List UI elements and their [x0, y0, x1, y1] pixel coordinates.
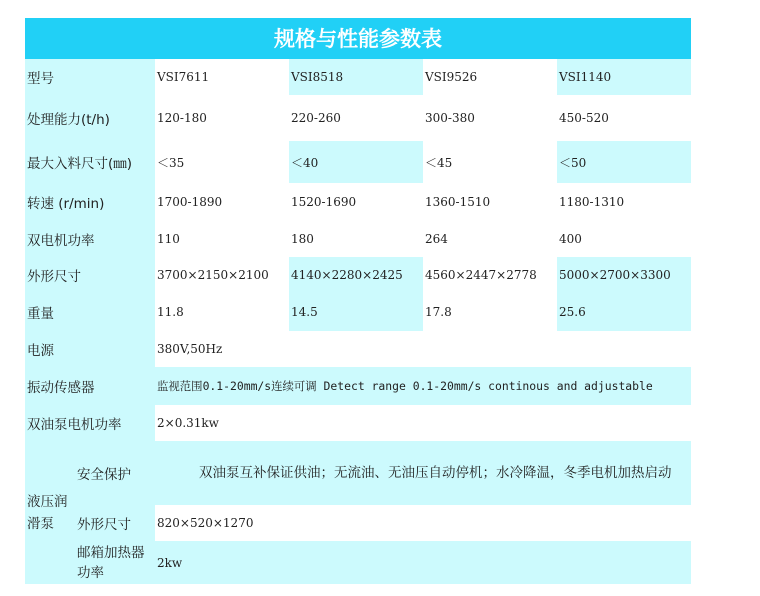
row-value: 300-380 — [423, 95, 557, 141]
size-value: 820×520×1270 — [155, 505, 691, 541]
row-value: 264 — [423, 221, 557, 257]
row-label: 双电机功率 — [25, 221, 155, 257]
row-value: 220-260 — [289, 95, 423, 141]
row-value: ＜40 — [289, 141, 423, 183]
heater-label: 邮箱加热器功率 — [73, 541, 155, 584]
row-value: 450-520 — [557, 95, 691, 141]
heater-value: 2kw — [155, 541, 691, 584]
row-value: 120-180 — [155, 95, 289, 141]
power-value: 380V,50Hz — [155, 331, 691, 367]
row-value: 1360-1510 — [423, 183, 557, 221]
row-value: 4560×2447×2778 — [423, 257, 557, 293]
row-label: 重量 — [25, 293, 155, 331]
row-value: 4140×2280×2425 — [289, 257, 423, 293]
row-value: VSI1140 — [557, 59, 691, 95]
row-value: 14.5 — [289, 293, 423, 331]
row-label: 型号 — [25, 59, 155, 95]
safety-label: 安全保护 — [73, 441, 155, 505]
row-label: 外形尺寸 — [25, 257, 155, 293]
row-value: 3700×2150×2100 — [155, 257, 289, 293]
row-value: VSI8518 — [289, 59, 423, 95]
row-value: 25.6 — [557, 293, 691, 331]
row-label: 处理能力(t/h) — [25, 95, 155, 141]
safety-value: 双油泵互补保证供油；无流油、无油压自动停机；水冷降温，冬季电机加热启动 — [155, 441, 691, 505]
row-value: VSI7611 — [155, 59, 289, 95]
table-title: 规格与性能参数表 — [25, 18, 691, 59]
row-value: 5000×2700×3300 — [557, 257, 691, 293]
row-value: 110 — [155, 221, 289, 257]
hydraulic-label: 液压润滑泵 — [25, 441, 73, 584]
vibration-label: 振动传感器 — [25, 367, 155, 405]
row-value: 400 — [557, 221, 691, 257]
row-value: 17.8 — [423, 293, 557, 331]
row-value: 11.8 — [155, 293, 289, 331]
row-value: 180 — [289, 221, 423, 257]
power-label: 电源 — [25, 331, 155, 367]
row-value: 1700-1890 — [155, 183, 289, 221]
row-label: 转速 (r/min) — [25, 183, 155, 221]
vibration-value: 监视范围0.1-20mm/s连续可调 Detect range 0.1-20mm/s continous and adjustable — [155, 367, 691, 405]
row-value: ＜35 — [155, 141, 289, 183]
row-value: 1180-1310 — [557, 183, 691, 221]
oil-pump-value: 2×0.31kw — [155, 405, 691, 441]
row-value: VSI9526 — [423, 59, 557, 95]
row-value: 1520-1690 — [289, 183, 423, 221]
oil-pump-label: 双油泵电机功率 — [25, 405, 155, 441]
row-value: ＜50 — [557, 141, 691, 183]
row-value: ＜45 — [423, 141, 557, 183]
size-label: 外形尺寸 — [73, 505, 155, 541]
row-label: 最大入料尺寸(㎜) — [25, 141, 155, 183]
